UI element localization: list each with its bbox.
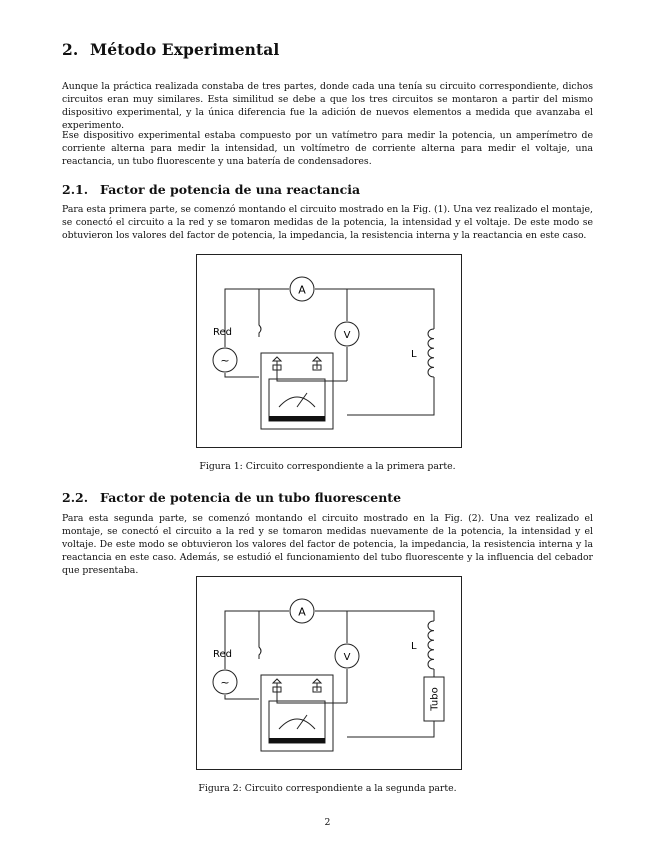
wire	[277, 683, 347, 703]
inductor-label: L	[411, 641, 417, 652]
subsection-heading-2	[62, 490, 401, 505]
ammeter-label: A	[298, 605, 306, 619]
inductor-coil	[428, 329, 434, 377]
circuit-diagram-1	[197, 255, 461, 447]
subsection-title: Factor de potencia de un tubo fluorescente	[100, 490, 402, 505]
subsection-number: 2.2.	[62, 490, 89, 505]
wire	[315, 289, 434, 329]
wattmeter-base	[269, 738, 325, 743]
terminal	[273, 357, 281, 361]
wire	[225, 695, 259, 699]
wattmeter-base	[269, 416, 325, 421]
wire	[225, 611, 289, 669]
terminal	[313, 679, 321, 683]
page-number: 2	[324, 817, 331, 828]
wire	[347, 721, 434, 737]
section-number: 2.	[62, 40, 79, 59]
wattmeter-scale	[279, 397, 315, 407]
wire	[259, 611, 261, 659]
figure-2-caption: Figura 2: Circuito correspondiente a la segunda parte.	[198, 783, 457, 794]
section-heading	[62, 40, 279, 59]
wire	[225, 373, 259, 377]
inductor-coil	[428, 621, 434, 669]
wire	[259, 289, 261, 337]
wattmeter-needle	[297, 715, 307, 729]
figure-1-circuit	[196, 254, 462, 448]
wire	[225, 289, 289, 347]
voltmeter-label: V	[343, 652, 351, 663]
wattmeter-dial	[269, 701, 325, 743]
terminal	[313, 357, 321, 361]
subsection-number: 2.1.	[62, 182, 89, 197]
intro-paragraph-2: Ese dispositivo experimental estaba compuesto por un vatímetro para medir la potencia, un amperímetro de corriente alterna para medir la intensidad, un voltímetro de corriente alterna para medir el voltaje, una reactancia, un tubo fluorescente y una batería de condensadores.	[62, 130, 593, 167]
wire	[277, 361, 347, 381]
subsection-title: Factor de potencia de una reactancia	[100, 182, 361, 197]
wattmeter-scale	[279, 719, 315, 729]
circuit-diagram-2	[197, 577, 461, 769]
terminal	[273, 679, 281, 683]
wire	[315, 611, 434, 621]
figure-1-caption: Figura 1: Circuito correspondiente a la primera parte.	[199, 461, 456, 472]
figure-2-circuit	[196, 576, 462, 770]
subsection-paragraph-1: Para esta primera parte, se comenzó montando el circuito mostrado en la Fig. (1). Una vez realizado el montaje, se conectó el circuito a la red y se tomaron medidas de la potencia, la intensidad y el voltaje. De este modo se obtuvieron los valores del factor de potencia, la impedancia, la resistencia interna y la reactancia en este caso.	[62, 204, 593, 241]
tube-label: Tubo	[429, 687, 441, 711]
subsection-paragraph-2: Para esta segunda parte, se comenzó montando el circuito mostrado en la Fig. (2). Una vez realizado el montaje, se conectó el circuito a la red y se tomaron medidas nuevamente de la potencia, la intensidad y el voltaje. De este modo se obtuvieron los valores del factor de potencia, la impedancia, la resistencia interna y la reactancia en este caso. Además, se estudió el funcionamiento del tubo fluorescente y la influencia del cebador que presentaba.	[62, 513, 593, 576]
source-symbol: ~	[220, 676, 230, 689]
wire	[347, 377, 434, 415]
source-label: Red	[213, 649, 232, 660]
subsection-heading-1	[62, 182, 360, 197]
wattmeter-dial	[269, 379, 325, 421]
source-label: Red	[213, 327, 232, 338]
inductor-label: L	[411, 349, 417, 360]
voltmeter-label: V	[343, 330, 351, 341]
ammeter-label: A	[298, 283, 306, 297]
wattmeter-needle	[297, 393, 307, 407]
intro-paragraph-1: Aunque la práctica realizada constaba de tres partes, donde cada una tenía su circuito correspondiente, dichos circuitos eran muy similares. Esta similitud se debe a que los tres circuitos se montaron a partir del mismo dispositivo experimental, y la única diferencia fue la adición de nuevos elementos a medida que avanzaba el experimento.	[62, 81, 593, 131]
source-symbol: ~	[220, 354, 230, 367]
section-title: Método Experimental	[90, 40, 280, 59]
